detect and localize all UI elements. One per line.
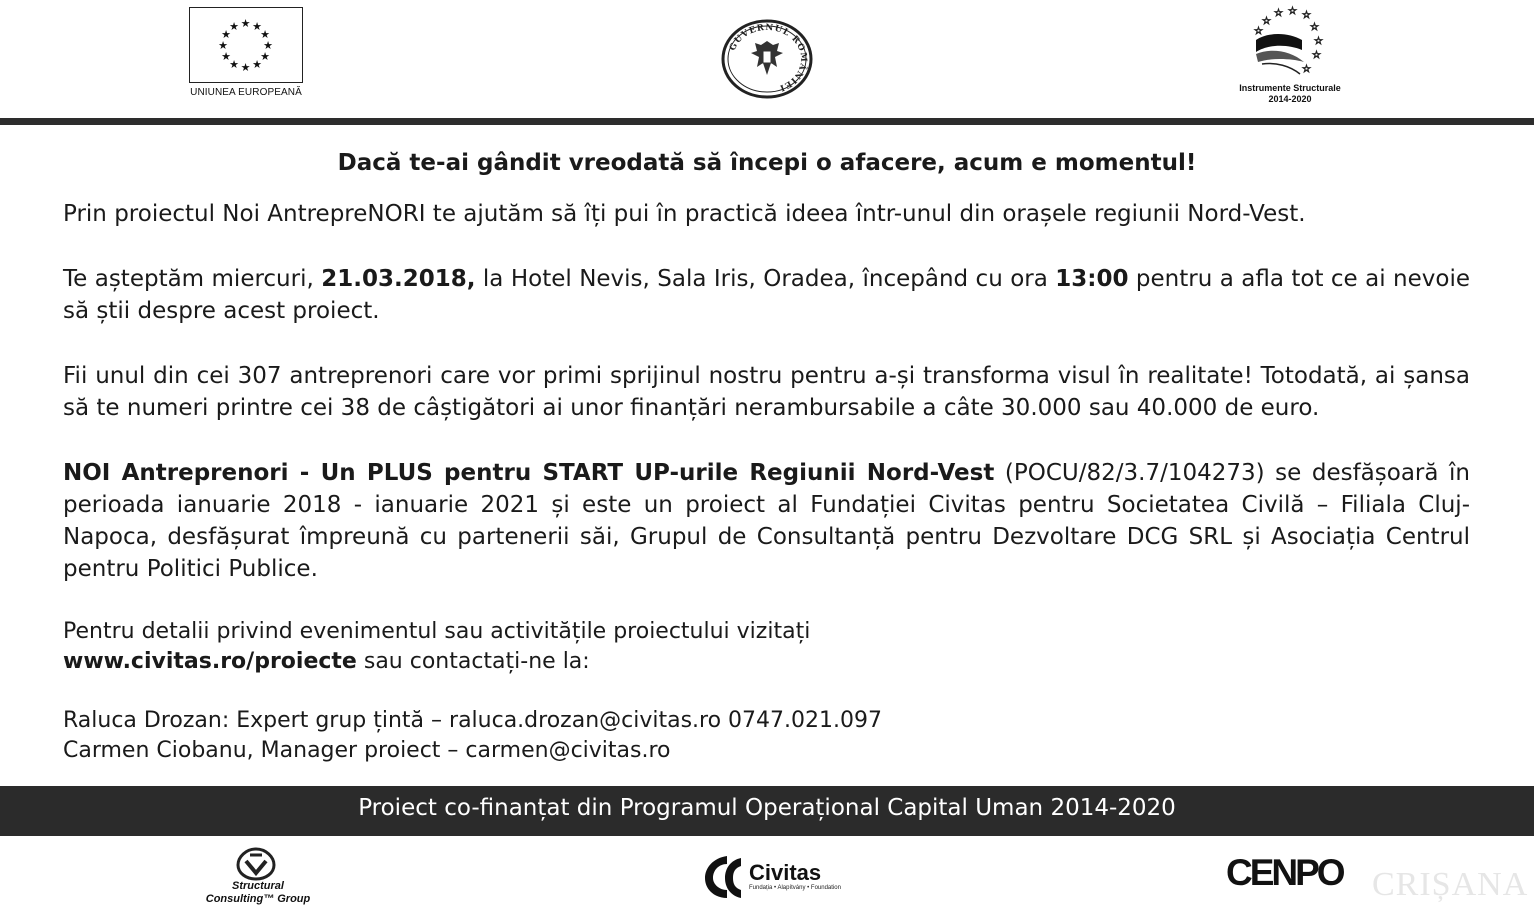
contact-person-2: Carmen Ciobanu, Manager proiect – carmen@civitas.ro	[63, 738, 671, 763]
structural-consulting-icon	[234, 847, 278, 881]
headline: Dacă te-ai gândit vreodată să începi o afacere, acum e momentul!	[337, 150, 1197, 176]
svg-text:★: ★	[218, 39, 228, 52]
eu-label: UNIUNEA EUROPEANĂ	[190, 87, 302, 98]
civitas-name: Civitas	[749, 860, 822, 885]
svg-text:☆: ☆	[1314, 36, 1323, 47]
svg-text:★: ★	[252, 20, 262, 33]
svg-text:★: ★	[229, 20, 239, 33]
paragraph-entrepreneurs: Fii unul din cei 307 antreprenori care vor primi sprijinul nostru pentru a-și transforma visul în realitate! Totodată, ai șansa să te numeri printre cei 38 de câștigători ai unor finanțări nerambursabile a câte 30.000 sau 40.000 de euro.	[63, 363, 1470, 421]
project-description: (POCU/82/3.7/104273) se desfășoară în perioada ianuarie 2018 - ianuarie 2021 și este un proiect al Fundației Civitas pentru Societatea Civilă – Filiala Cluj-Napoca, desfășurat împreună cu partenerii săi, Grupul de Consultanță pentru Dezvoltare DCG SRL și Asociația Centrul pentru Politici Publice.	[63, 460, 1470, 582]
contact-line2-rest: sau contactați-ne la:	[356, 649, 590, 674]
contact-person-1: Raluca Drozan: Expert grup țintă – raluca.drozan@civitas.ro 0747.021.097	[63, 708, 883, 733]
svg-text:☆: ☆	[1254, 26, 1263, 37]
instrumente-label-line2: 2014-2020	[1268, 94, 1312, 104]
eu-stars-icon	[190, 8, 301, 81]
event-location: la Hotel Nevis, Sala Iris, Oradea, începând cu ora	[475, 266, 1056, 292]
scg-line1: Structural	[232, 880, 284, 892]
paragraph-event	[63, 263, 1470, 327]
footer-funding-text: Proiect co-finanțat din Programul Operațional Capital Uman 2014-2020	[358, 795, 1176, 821]
event-pre: Te așteptăm miercuri,	[63, 266, 322, 292]
svg-text:★: ★	[260, 28, 270, 41]
government-seal-logo	[721, 19, 813, 99]
svg-text:★: ★	[221, 28, 231, 41]
event-post: pentru a afla tot ce ai nevoie să știi despre acest proiect.	[63, 266, 1470, 324]
svg-text:☆: ☆	[1288, 6, 1297, 17]
crisana-watermark: CRIȘANA	[1372, 866, 1529, 903]
cenpo-logo: CENPO	[1226, 852, 1343, 893]
seal-text: GUVERNUL ROMÂNIEI	[727, 22, 809, 93]
svg-text:☆: ☆	[1302, 10, 1311, 21]
scg-line2: Consulting™ Group	[205, 893, 311, 905]
svg-text:☆: ☆	[1312, 50, 1321, 61]
svg-text:★: ★	[221, 50, 231, 63]
paragraph-intro: Prin proiectul Noi AntrepreNORI te ajutăm să îți pui în practică ideea într-unul din orașele regiunii Nord-Vest.	[63, 201, 1306, 227]
project-title: NOI Antreprenori - Un PLUS pentru START UP-urile Regiunii Nord-Vest	[63, 460, 995, 486]
svg-text:☆: ☆	[1310, 22, 1319, 33]
instrumente-label	[1210, 83, 1370, 105]
contact-persons	[63, 706, 1063, 766]
contact-intro	[63, 617, 1063, 677]
instrumente-structurale-logo	[1244, 2, 1336, 84]
contact-line2	[63, 647, 1063, 677]
project-url-link[interactable]: www.civitas.ro/proiecte	[63, 649, 357, 674]
paragraph-project	[63, 457, 1470, 585]
svg-text:☆: ☆	[1262, 16, 1271, 27]
contact-line1: Pentru detalii privind evenimentul sau activitățile proiectului vizitați	[63, 619, 811, 644]
svg-text:☆: ☆	[1302, 64, 1311, 75]
svg-text:★: ★	[240, 17, 251, 30]
svg-text:☆: ☆	[1274, 8, 1283, 19]
svg-text:★: ★	[260, 50, 270, 63]
svg-text:★: ★	[263, 39, 273, 52]
civitas-icon	[701, 852, 745, 902]
eu-flag-logo	[189, 7, 303, 83]
event-date: 21.03.2018,	[321, 266, 476, 292]
svg-text:★: ★	[229, 58, 239, 71]
header-divider	[0, 118, 1534, 125]
instrumente-label-line1: Instrumente Structurale	[1239, 83, 1341, 93]
svg-text:★: ★	[252, 58, 262, 71]
svg-text:★: ★	[240, 61, 251, 74]
event-time: 13:00	[1055, 266, 1129, 292]
civitas-subtitle: Fundația • Alapítvány • Foundation	[749, 885, 841, 891]
structural-consulting-label	[190, 880, 326, 906]
